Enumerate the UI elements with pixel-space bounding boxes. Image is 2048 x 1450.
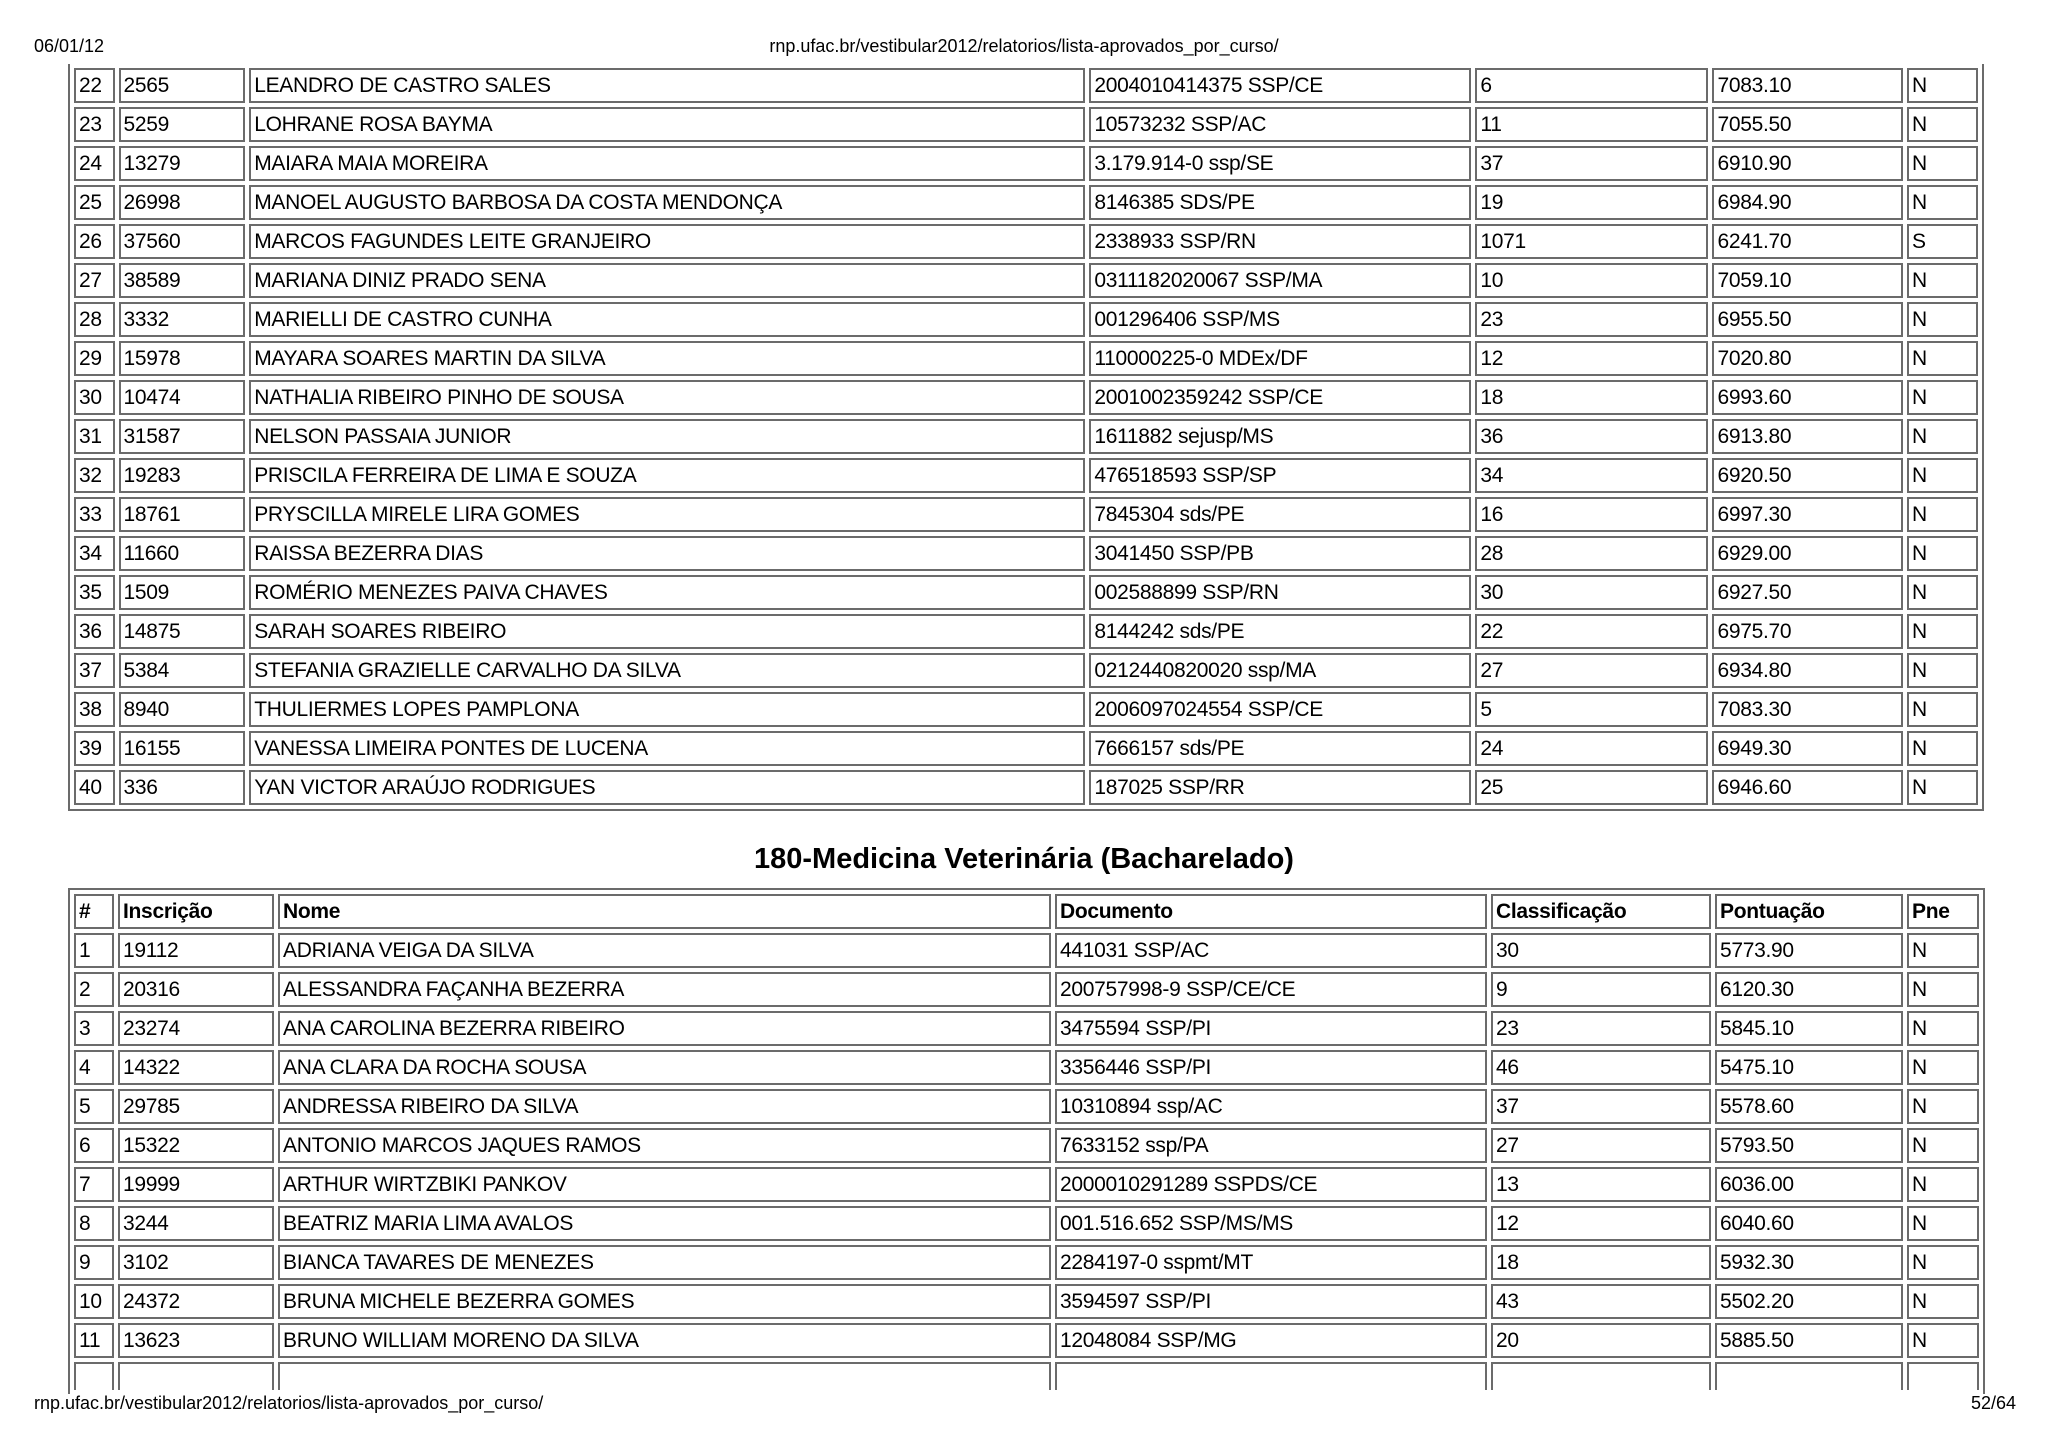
table-row — [74, 419, 1978, 454]
cell-nome: ANA CAROLINA BEZERRA RIBEIRO — [278, 1011, 1051, 1046]
cell-number: 25 — [74, 185, 115, 220]
cell-classificacao: 37 — [1491, 1089, 1711, 1124]
table-row — [74, 575, 1978, 610]
cell-pne: N — [1907, 497, 1978, 532]
cell-documento: 8144242 sds/PE — [1089, 614, 1471, 649]
cell-pontuacao: 5932.30 — [1715, 1245, 1903, 1280]
cell-pne: N — [1907, 68, 1978, 103]
table-row — [74, 933, 1979, 968]
cell-inscricao: 8940 — [119, 692, 246, 727]
cell-pne: N — [1907, 536, 1978, 571]
cell-documento: 001296406 SSP/MS — [1089, 302, 1471, 337]
cell-documento: 3594597 SSP/PI — [1055, 1284, 1487, 1319]
table-body — [74, 933, 1979, 1390]
cell-pne: N — [1907, 614, 1978, 649]
cell-pontuacao: 6040.60 — [1715, 1206, 1903, 1241]
cell-inscricao: 19999 — [118, 1167, 274, 1202]
cell-inscricao: 15978 — [119, 341, 246, 376]
cell-pne: N — [1907, 770, 1978, 805]
cell-pne: N — [1907, 458, 1978, 493]
cell-number: 24 — [74, 146, 115, 181]
cell-number: 9 — [74, 1245, 114, 1280]
cell-classificacao: 24 — [1475, 731, 1708, 766]
cell-pontuacao: 7083.10 — [1712, 68, 1903, 103]
cell-number: 5 — [74, 1089, 114, 1124]
cell-pne: N — [1907, 972, 1979, 1007]
cell-pontuacao: 6120.30 — [1715, 972, 1903, 1007]
cell-classificacao: 27 — [1475, 653, 1708, 688]
table-row — [74, 692, 1978, 727]
cell-inscricao: 13279 — [119, 146, 246, 181]
cell-pne: N — [1907, 107, 1978, 142]
col-header-pne: Pne — [1907, 894, 1979, 929]
table-row — [74, 107, 1978, 142]
cell-pontuacao: 5885.50 — [1715, 1323, 1903, 1358]
table-row — [74, 1050, 1979, 1085]
table-row — [74, 1284, 1979, 1319]
cell-nome: VANESSA LIMEIRA PONTES DE LUCENA — [249, 731, 1085, 766]
cell-pne: N — [1907, 1011, 1979, 1046]
cell-number: 33 — [74, 497, 115, 532]
cell-number: 1 — [74, 933, 114, 968]
col-header-documento: Documento — [1055, 894, 1487, 929]
cell-documento: 7633152 ssp/PA — [1055, 1128, 1487, 1163]
cell-nome: THULIERMES LOPES PAMPLONA — [249, 692, 1085, 727]
cell-inscricao: 5384 — [119, 653, 246, 688]
cell-documento: 200757998-9 SSP/CE/CE — [1055, 972, 1487, 1007]
cell-nome: ANDRESSA RIBEIRO DA SILVA — [278, 1089, 1051, 1124]
table-row — [74, 224, 1978, 259]
col-header-inscricao: Inscrição — [118, 894, 274, 929]
cell-nome: ANA CLARA DA ROCHA SOUSA — [278, 1050, 1051, 1085]
cell-number — [74, 1362, 114, 1390]
col-header-number: # — [74, 894, 114, 929]
cell-pontuacao: 6949.30 — [1712, 731, 1903, 766]
cell-pne: N — [1907, 1050, 1979, 1085]
cell-documento — [1055, 1362, 1487, 1390]
cell-nome: STEFANIA GRAZIELLE CARVALHO DA SILVA — [249, 653, 1085, 688]
cell-inscricao: 29785 — [118, 1089, 274, 1124]
cell-classificacao: 13 — [1491, 1167, 1711, 1202]
cell-nome: MAYARA SOARES MARTIN DA SILVA — [249, 341, 1085, 376]
cell-inscricao: 2565 — [119, 68, 246, 103]
cell-pne: N — [1907, 1323, 1979, 1358]
cell-inscricao: 15322 — [118, 1128, 274, 1163]
cell-classificacao: 43 — [1491, 1284, 1711, 1319]
cell-classificacao: 30 — [1475, 575, 1708, 610]
cell-nome: ANTONIO MARCOS JAQUES RAMOS — [278, 1128, 1051, 1163]
cell-number: 10 — [74, 1284, 114, 1319]
cell-number: 37 — [74, 653, 115, 688]
cell-nome: MARIELLI DE CASTRO CUNHA — [249, 302, 1085, 337]
cell-pne: N — [1907, 653, 1978, 688]
cell-inscricao: 3332 — [119, 302, 246, 337]
cell-pontuacao: 6975.70 — [1712, 614, 1903, 649]
col-header-nome: Nome — [278, 894, 1051, 929]
cell-classificacao: 12 — [1475, 341, 1708, 376]
cell-pontuacao: 6913.80 — [1712, 419, 1903, 454]
cell-number: 8 — [74, 1206, 114, 1241]
cell-pne: N — [1907, 419, 1978, 454]
table-row — [74, 770, 1978, 805]
cell-nome: ADRIANA VEIGA DA SILVA — [278, 933, 1051, 968]
table-row — [74, 497, 1978, 532]
cell-number: 23 — [74, 107, 115, 142]
cell-documento: 0311182020067 SSP/MA — [1089, 263, 1471, 298]
cell-nome: ALESSANDRA FAÇANHA BEZERRA — [278, 972, 1051, 1007]
cell-pne: N — [1907, 1245, 1979, 1280]
cell-nome: MARIANA DINIZ PRADO SENA — [249, 263, 1085, 298]
cell-pne: N — [1907, 1206, 1979, 1241]
cell-documento: 10310894 ssp/AC — [1055, 1089, 1487, 1124]
cell-nome: YAN VICTOR ARAÚJO RODRIGUES — [249, 770, 1085, 805]
cell-documento: 1611882 sejusp/MS — [1089, 419, 1471, 454]
cell-nome: BIANCA TAVARES DE MENEZES — [278, 1245, 1051, 1280]
cell-documento: 3475594 SSP/PI — [1055, 1011, 1487, 1046]
cell-pontuacao: 7055.50 — [1712, 107, 1903, 142]
table-row — [74, 185, 1978, 220]
cell-number: 34 — [74, 536, 115, 571]
cell-nome: LEANDRO DE CASTRO SALES — [249, 68, 1085, 103]
cell-nome: ROMÉRIO MENEZES PAIVA CHAVES — [249, 575, 1085, 610]
cell-inscricao: 14322 — [118, 1050, 274, 1085]
cell-pne: N — [1907, 380, 1978, 415]
cell-inscricao: 16155 — [119, 731, 246, 766]
cell-number: 36 — [74, 614, 115, 649]
cell-documento: 8146385 SDS/PE — [1089, 185, 1471, 220]
cell-classificacao: 5 — [1475, 692, 1708, 727]
cell-documento: 12048084 SSP/MG — [1055, 1323, 1487, 1358]
table-row — [74, 341, 1978, 376]
cell-nome: ARTHUR WIRTZBIKI PANKOV — [278, 1167, 1051, 1202]
cell-pne: N — [1907, 146, 1978, 181]
cell-pne: N — [1907, 1089, 1979, 1124]
cell-documento: 2338933 SSP/RN — [1089, 224, 1471, 259]
cell-classificacao: 36 — [1475, 419, 1708, 454]
cell-inscricao: 31587 — [119, 419, 246, 454]
cell-classificacao: 16 — [1475, 497, 1708, 532]
cell-pne: N — [1907, 341, 1978, 376]
cell-documento: 441031 SSP/AC — [1055, 933, 1487, 968]
cell-classificacao: 19 — [1475, 185, 1708, 220]
cell-nome: MANOEL AUGUSTO BARBOSA DA COSTA MENDONÇA — [249, 185, 1085, 220]
cell-classificacao: 10 — [1475, 263, 1708, 298]
table-row — [74, 263, 1978, 298]
cell-documento: 3041450 SSP/PB — [1089, 536, 1471, 571]
cell-nome: NATHALIA RIBEIRO PINHO DE SOUSA — [249, 380, 1085, 415]
cell-number: 11 — [74, 1323, 114, 1358]
table-row — [74, 1323, 1979, 1358]
cell-pontuacao: 6920.50 — [1712, 458, 1903, 493]
cell-pontuacao: 6934.80 — [1712, 653, 1903, 688]
cell-inscricao: 19283 — [119, 458, 246, 493]
cell-pontuacao: 6241.70 — [1712, 224, 1903, 259]
cell-pne — [1907, 1362, 1979, 1390]
cell-classificacao: 11 — [1475, 107, 1708, 142]
table-header-row — [74, 894, 1979, 929]
cell-inscricao: 24372 — [118, 1284, 274, 1319]
cell-documento: 7666157 sds/PE — [1089, 731, 1471, 766]
cell-classificacao: 18 — [1475, 380, 1708, 415]
cell-documento: 476518593 SSP/SP — [1089, 458, 1471, 493]
cell-nome: PRISCILA FERREIRA DE LIMA E SOUZA — [249, 458, 1085, 493]
cell-classificacao: 20 — [1491, 1323, 1711, 1358]
cell-documento: 3.179.914-0 ssp/SE — [1089, 146, 1471, 181]
cell-pne: N — [1907, 692, 1978, 727]
cell-classificacao: 23 — [1475, 302, 1708, 337]
cell-pontuacao — [1715, 1362, 1903, 1390]
cell-nome: BRUNO WILLIAM MORENO DA SILVA — [278, 1323, 1051, 1358]
cell-number: 29 — [74, 341, 115, 376]
table-row — [74, 1206, 1979, 1241]
col-header-pontuacao: Pontuação — [1715, 894, 1903, 929]
cell-documento: 110000225-0 MDEx/DF — [1089, 341, 1471, 376]
cell-inscricao: 3102 — [118, 1245, 274, 1280]
cell-inscricao: 37560 — [119, 224, 246, 259]
cell-classificacao: 46 — [1491, 1050, 1711, 1085]
table-row — [74, 1089, 1979, 1124]
cell-inscricao: 3244 — [118, 1206, 274, 1241]
table-row — [74, 536, 1978, 571]
cell-pontuacao: 5475.10 — [1715, 1050, 1903, 1085]
cell-number: 4 — [74, 1050, 114, 1085]
cell-inscricao: 14875 — [119, 614, 246, 649]
table-row — [74, 458, 1978, 493]
cell-inscricao: 20316 — [118, 972, 274, 1007]
print-footer-url: rnp.ufac.br/vestibular2012/relatorios/lista-aprovados_por_curso/ — [34, 1393, 544, 1413]
cell-number: 22 — [74, 68, 115, 103]
cell-number: 40 — [74, 770, 115, 805]
cell-classificacao: 28 — [1475, 536, 1708, 571]
cell-pontuacao: 6993.60 — [1712, 380, 1903, 415]
cell-number: 31 — [74, 419, 115, 454]
cell-number: 7 — [74, 1167, 114, 1202]
cell-classificacao: 12 — [1491, 1206, 1711, 1241]
print-date: 06/01/12 — [34, 36, 105, 56]
cell-documento: 3356446 SSP/PI — [1055, 1050, 1487, 1085]
cell-pontuacao: 7059.10 — [1712, 263, 1903, 298]
cell-inscricao: 1509 — [119, 575, 246, 610]
cell-documento: 002588899 SSP/RN — [1089, 575, 1471, 610]
cell-nome: SARAH SOARES RIBEIRO — [249, 614, 1085, 649]
cell-documento: 2284197-0 sspmt/MT — [1055, 1245, 1487, 1280]
cell-documento: 2006097024554 SSP/CE — [1089, 692, 1471, 727]
cell-pne: N — [1907, 1284, 1979, 1319]
cell-documento: 187025 SSP/RR — [1089, 770, 1471, 805]
cell-documento: 7845304 sds/PE — [1089, 497, 1471, 532]
cell-classificacao: 1071 — [1475, 224, 1708, 259]
cell-classificacao: 25 — [1475, 770, 1708, 805]
table-row — [74, 653, 1978, 688]
cell-pne: N — [1907, 1128, 1979, 1163]
cell-number: 38 — [74, 692, 115, 727]
cell-inscricao: 19112 — [118, 933, 274, 968]
cell-classificacao: 18 — [1491, 1245, 1711, 1280]
print-header-url: rnp.ufac.br/vestibular2012/relatorios/lista-aprovados_por_curso/ — [769, 36, 1279, 56]
cell-number: 3 — [74, 1011, 114, 1046]
cell-pontuacao: 5502.20 — [1715, 1284, 1903, 1319]
cell-nome: RAISSA BEZERRA DIAS — [249, 536, 1085, 571]
cell-inscricao: 13623 — [118, 1323, 274, 1358]
cell-pne: N — [1907, 731, 1978, 766]
cell-classificacao: 22 — [1475, 614, 1708, 649]
table-row — [74, 614, 1978, 649]
cell-number: 6 — [74, 1128, 114, 1163]
cell-pontuacao: 6927.50 — [1712, 575, 1903, 610]
cell-pontuacao: 6036.00 — [1715, 1167, 1903, 1202]
cell-documento: 2004010414375 SSP/CE — [1089, 68, 1471, 103]
cell-number: 27 — [74, 263, 115, 298]
cell-inscricao: 23274 — [118, 1011, 274, 1046]
table-row — [74, 1011, 1979, 1046]
cell-pne: S — [1907, 224, 1978, 259]
cell-nome: PRYSCILLA MIRELE LIRA GOMES — [249, 497, 1085, 532]
cell-classificacao — [1491, 1362, 1711, 1390]
table-row — [74, 1167, 1979, 1202]
cell-classificacao: 6 — [1475, 68, 1708, 103]
cell-classificacao: 23 — [1491, 1011, 1711, 1046]
cell-pontuacao: 7020.80 — [1712, 341, 1903, 376]
table-row — [74, 972, 1979, 1007]
cell-documento: 2000010291289 SSPDS/CE — [1055, 1167, 1487, 1202]
cell-pontuacao: 5578.60 — [1715, 1089, 1903, 1124]
col-header-classificacao: Classificação — [1491, 894, 1711, 929]
cell-inscricao: 18761 — [119, 497, 246, 532]
cell-inscricao: 5259 — [119, 107, 246, 142]
cell-classificacao: 9 — [1491, 972, 1711, 1007]
cell-pontuacao: 6955.50 — [1712, 302, 1903, 337]
cell-nome: MAIARA MAIA MOREIRA — [249, 146, 1085, 181]
cell-pontuacao: 6997.30 — [1712, 497, 1903, 532]
page-number: 52/64 — [1970, 1393, 2016, 1413]
cell-pne: N — [1907, 302, 1978, 337]
cell-inscricao: 10474 — [119, 380, 246, 415]
cell-classificacao: 34 — [1475, 458, 1708, 493]
cell-nome: NELSON PASSAIA JUNIOR — [249, 419, 1085, 454]
cell-pontuacao: 6910.90 — [1712, 146, 1903, 181]
cell-documento: 2001002359242 SSP/CE — [1089, 380, 1471, 415]
cell-pontuacao: 5773.90 — [1715, 933, 1903, 968]
cell-documento: 0212440820020 ssp/MA — [1089, 653, 1471, 688]
cell-nome: LOHRANE ROSA BAYMA — [249, 107, 1085, 142]
table-row — [74, 68, 1978, 103]
table-row — [74, 731, 1978, 766]
cell-inscricao: 11660 — [119, 536, 246, 571]
cell-pontuacao: 5845.10 — [1715, 1011, 1903, 1046]
cell-pne: N — [1907, 575, 1978, 610]
cell-documento: 10573232 SSP/AC — [1089, 107, 1471, 142]
cell-number: 39 — [74, 731, 115, 766]
cell-inscricao: 26998 — [119, 185, 246, 220]
cell-number: 26 — [74, 224, 115, 259]
cell-nome: BEATRIZ MARIA LIMA AVALOS — [278, 1206, 1051, 1241]
cell-pne: N — [1907, 933, 1979, 968]
cell-pontuacao: 5793.50 — [1715, 1128, 1903, 1163]
cell-pontuacao: 6984.90 — [1712, 185, 1903, 220]
cell-number: 32 — [74, 458, 115, 493]
cell-number: 2 — [74, 972, 114, 1007]
cell-classificacao: 37 — [1475, 146, 1708, 181]
table-row — [74, 380, 1978, 415]
table-row — [74, 1245, 1979, 1280]
cell-classificacao: 27 — [1491, 1128, 1711, 1163]
approved-list-table-continued — [68, 64, 1984, 811]
cell-pontuacao: 6929.00 — [1712, 536, 1903, 571]
cell-inscricao: 38589 — [119, 263, 246, 298]
table-row — [74, 146, 1978, 181]
approved-list-table-veterinaria — [68, 888, 1985, 1394]
cell-number: 30 — [74, 380, 115, 415]
cell-pontuacao: 7083.30 — [1712, 692, 1903, 727]
table-row-cut-off — [74, 1362, 1979, 1390]
table-row — [74, 1128, 1979, 1163]
cell-pne: N — [1907, 263, 1978, 298]
cell-inscricao: 336 — [119, 770, 246, 805]
cell-pne: N — [1907, 1167, 1979, 1202]
cell-nome: MARCOS FAGUNDES LEITE GRANJEIRO — [249, 224, 1085, 259]
section-title: 180-Medicina Veterinária (Bacharelado) — [754, 843, 1294, 875]
cell-classificacao: 30 — [1491, 933, 1711, 968]
cell-inscricao — [118, 1362, 274, 1390]
cell-documento: 001.516.652 SSP/MS/MS — [1055, 1206, 1487, 1241]
table-row — [74, 302, 1978, 337]
cell-number: 35 — [74, 575, 115, 610]
cell-nome: BRUNA MICHELE BEZERRA GOMES — [278, 1284, 1051, 1319]
table-body — [74, 68, 1978, 805]
cell-nome — [278, 1362, 1051, 1390]
cell-pne: N — [1907, 185, 1978, 220]
cell-number: 28 — [74, 302, 115, 337]
cell-pontuacao: 6946.60 — [1712, 770, 1903, 805]
